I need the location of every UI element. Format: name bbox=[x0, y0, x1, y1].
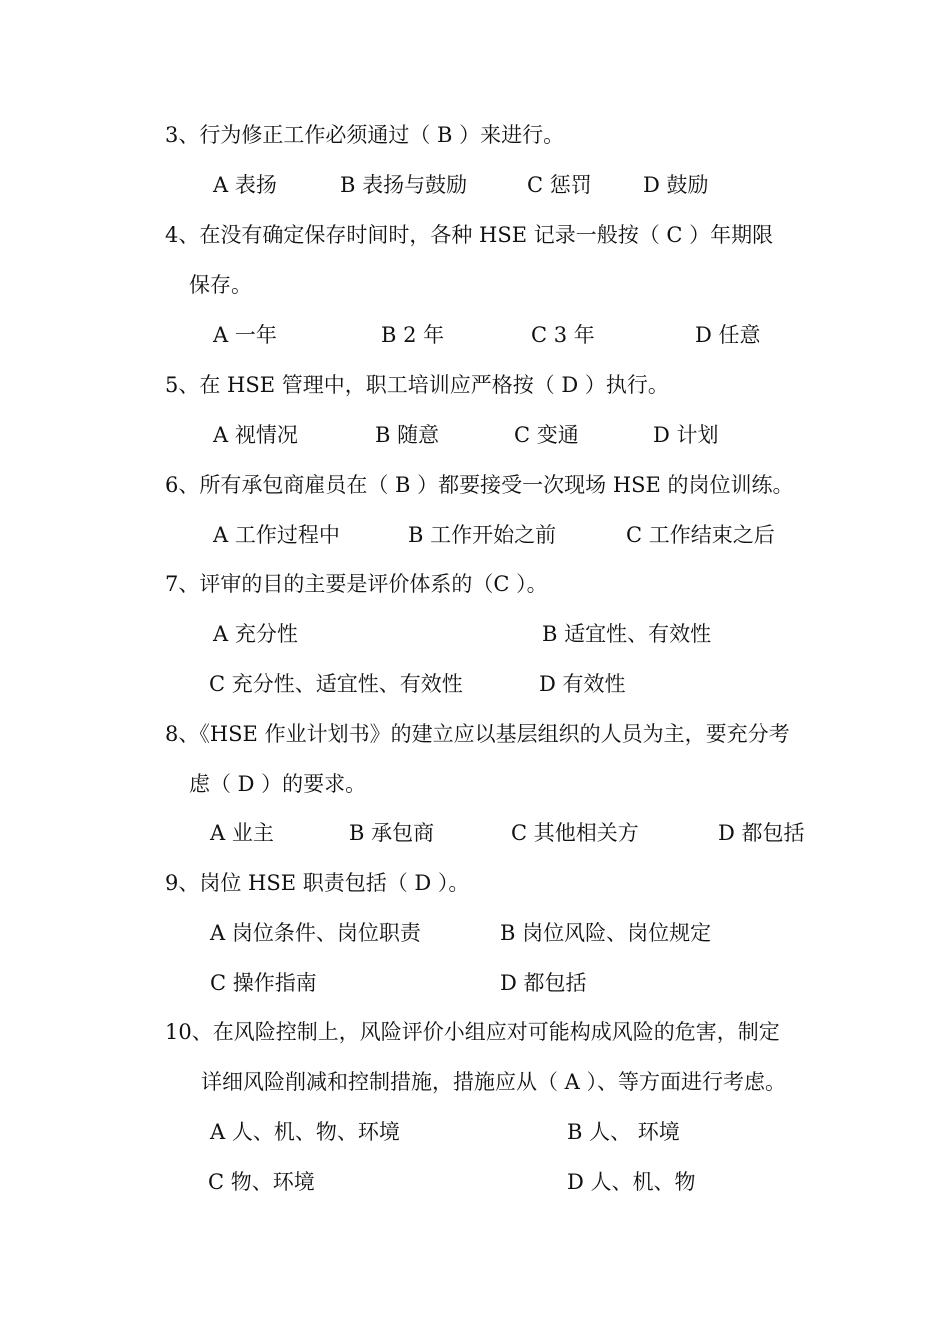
q6-option-b: B 工作开始之前 bbox=[408, 523, 557, 547]
question-3-stem: 3、行为修正工作必须通过（ B ）来进行。 bbox=[165, 123, 565, 147]
q10-option-b: B 人、 环境 bbox=[567, 1120, 680, 1144]
q6-option-a: A 工作过程中 bbox=[213, 523, 340, 547]
q7-option-b: B 适宜性、有效性 bbox=[542, 622, 712, 646]
question-5-stem: 5、在 HSE 管理中，职工培训应严格按（ D ）执行。 bbox=[165, 373, 669, 397]
q4-option-b: B 2 年 bbox=[381, 323, 445, 347]
q10-option-c: C 物、环境 bbox=[208, 1170, 315, 1194]
q9-option-d: D 都包括 bbox=[500, 971, 587, 995]
q8-option-a: A 业主 bbox=[210, 821, 274, 845]
question-9-stem: 9、岗位 HSE 职责包括（ D ）。 bbox=[165, 871, 470, 895]
question-10-stem: 10、在风险控制上，风险评价小组应对可能构成风险的危害，制定 bbox=[165, 1020, 780, 1044]
q5-option-c: C 变通 bbox=[514, 423, 579, 447]
q3-option-c: C 惩罚 bbox=[527, 173, 592, 197]
question-4-stem-cont: 保存。 bbox=[189, 273, 252, 297]
q5-option-d: D 计划 bbox=[653, 423, 719, 447]
q9-option-c: C 操作指南 bbox=[210, 971, 317, 995]
q4-option-a: A 一年 bbox=[213, 323, 277, 347]
q7-option-c: C 充分性、适宜性、有效性 bbox=[209, 672, 463, 696]
q4-option-d: D 任意 bbox=[695, 323, 761, 347]
q4-option-c: C 3 年 bbox=[531, 323, 595, 347]
q8-option-b: B 承包商 bbox=[349, 821, 435, 845]
q3-option-d: D 鼓励 bbox=[643, 173, 709, 197]
q3-option-a: A 表扬 bbox=[213, 173, 277, 197]
q7-option-d: D 有效性 bbox=[539, 672, 626, 696]
q5-option-b: B 随意 bbox=[375, 423, 440, 447]
q8-option-d: D 都包括 bbox=[718, 821, 805, 845]
q9-option-a: A 岗位条件、岗位职责 bbox=[210, 921, 421, 945]
q10-option-d: D 人、机、物 bbox=[567, 1170, 696, 1194]
question-8-stem: 8、《HSE 作业计划书》的建立应以基层组织的人员为主，要充分考 bbox=[165, 722, 790, 746]
q3-option-b: B 表扬与鼓励 bbox=[340, 173, 468, 197]
question-8-stem-cont: 虑（ D ）的要求。 bbox=[189, 772, 367, 796]
q7-option-a: A 充分性 bbox=[213, 622, 298, 646]
q10-option-a: A 人、机、物、环境 bbox=[210, 1120, 400, 1144]
q6-option-c: C 工作结束之后 bbox=[626, 523, 775, 547]
question-6-stem: 6、所有承包商雇员在（ B ）都要接受一次现场 HSE 的岗位训练。 bbox=[165, 473, 794, 497]
question-4-stem: 4、在没有确定保存时间时，各种 HSE 记录一般按（ C ）年期限 bbox=[165, 223, 774, 247]
q9-option-b: B 岗位风险、岗位规定 bbox=[500, 921, 712, 945]
q8-option-c: C 其他相关方 bbox=[511, 821, 639, 845]
q5-option-a: A 视情况 bbox=[213, 423, 298, 447]
question-7-stem: 7、评审的目的主要是评价体系的（C ）。 bbox=[165, 572, 548, 596]
question-10-stem-cont: 详细风险削减和控制措施，措施应从（ A ）、等方面进行考虑。 bbox=[201, 1070, 787, 1094]
